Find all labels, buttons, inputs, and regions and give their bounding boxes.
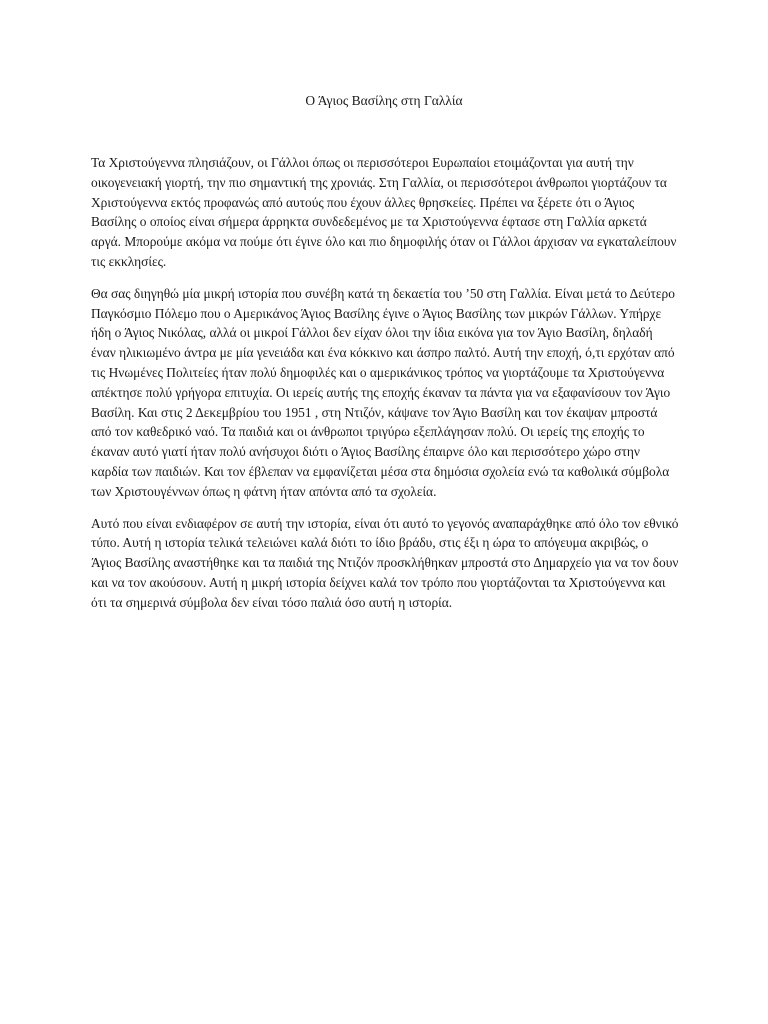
document-body [91,153,679,625]
paragraph-1: Τα Χριστούγεννα πλησιάζουν, οι Γάλλοι όπως οι περισσότεροι Ευρωπαίοι ετοιμάζονται για αυτή την οικογενειακή γιορτή, την πιο σημαντική της χρονιάς. Στη Γαλλία, οι περισσότεροι άνθρωποι γιορτάζουν τα Χριστούγεννα εκτός προφανώς από αυτούς που έχουν άλλες θρησκείες. Πρέπει να ξέρετε ότι ο Άγιος Βασίλης ο οποίος είναι σήμερα άρρηκτα συνδεδεμένος με τα Χριστούγεννα έφτασε στη Γαλλία αρκετά αργά. Μπορούμε ακόμα να πούμε ότι έγινε όλο και πιο δημοφιλής όταν οι Γάλλοι άρχισαν να εγκαταλείπουν τις εκκλησίες. [91,155,677,269]
paragraph-2: Θα σας διηγηθώ μία μικρή ιστορία που συνέβη κατά τη δεκαετία του ’50 στη Γαλλία. Είναι μετά το Δεύτερο Παγκόσμιο Πόλεμο που ο Αμερικάνος Άγιος Βασίλης έγινε ο Άγιος Βασίλης των μικρών Γάλλων. Υπήρχε ήδη ο Άγιος Νικόλας, αλλά οι μικροί Γάλλοι δεν είχαν όλοι την ίδια εικόνα για τον Άγιο Βασίλη, δηλαδή έναν ηλικιωμένο άντρα με μία γενειάδα και ένα κόκκινο και άσπρο παλτό. Αυτή την εποχή, ό,τι ερχόταν από τις Ηνωμένες Πολιτείες ήταν πολύ δημοφιλές και ο αμερικάνικος τρόπος να γιορτάζουμε τα Χριστούγεννα απέκτησε πολύ γρήγορα επιτυχία. Οι ιερείς αυτής της εποχής έκαναν τα πάντα για να εξαφανίσουν τον Άγιο Βασίλη. Και στις 2 Δεκεμβρίου του 1951 , στη Ντιζόν, κάψανε τον Άγιο Βασίλη και τον έκαψαν μπροστά από τον καθεδρικό ναό. Τα παιδιά και οι άνθρωποι τριγύρω εξεπλάγησαν πολύ. Οι ιερείς της εποχής το έκαναν αυτό γιατί ήταν πολύ ανήσυχοι διότι ο Άγιος Βασίλης έπαιρνε όλο και περισσότερο χώρο στην καρδία των παιδιών. Και τον έβλεπαν να εμφανίζεται μέσα στα δημόσια σχολεία ενώ τα καθολικά σύμβολα των Χριστουγέννων όπως η φάτνη ήταν απόντα από τα σχολεία. [91,285,675,499]
paragraph-3: Αυτό που είναι ενδιαφέρον σε αυτή την ιστορία, είναι ότι αυτό το γεγονός αναπαράχθηκε από όλο τον εθνικό τύπο. Αυτή η ιστορία τελικά τελειώνει καλά διότι το ίδιο βράδυ, στις έξι η ώρα το απόγευμα ακριβώς, ο Άγιος Βασίλης αναστήθηκε και τα παιδιά της Ντιζόν προσκλήθηκαν μπροστά στο Δημαρχείο για να τον δουν και να τον ακούσουν. Αυτή η μικρή ιστορία δείχνει καλά τον τρόπο που γιορτάζονται τα Χριστούγεννα και ότι τα σημερινά σύμβολα δεν είναι τόσο παλιά όσο αυτή η ιστορία. [91,515,679,610]
document-title: Ο Άγιος Βασίλης στη Γαλλία [305,93,463,108]
